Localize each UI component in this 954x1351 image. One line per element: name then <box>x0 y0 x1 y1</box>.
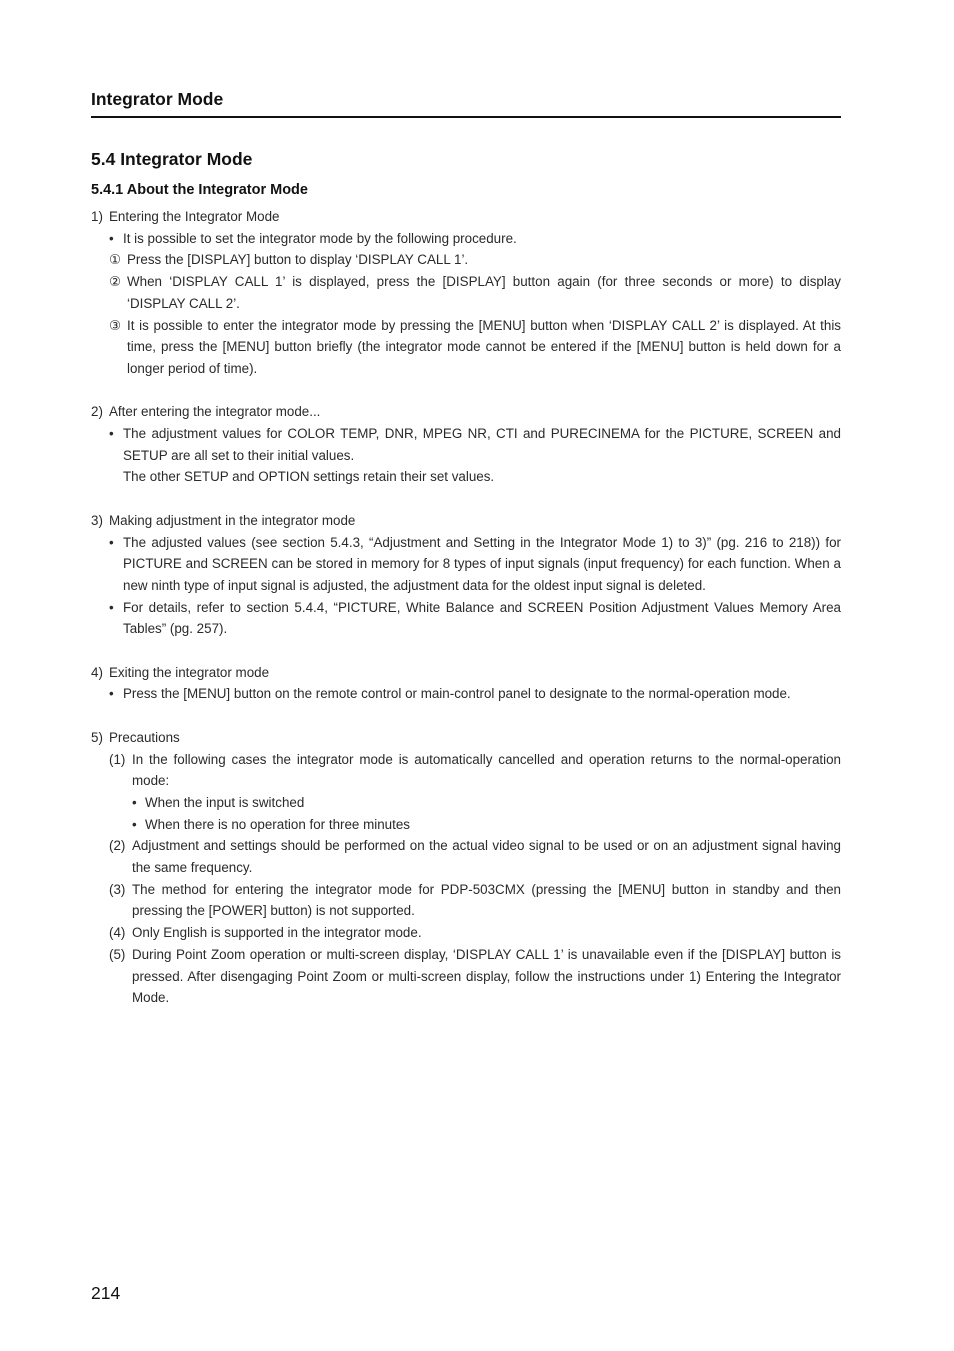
step-mark: ③ <box>109 317 122 333</box>
bullet-text: The adjusted values (see section 5.4.3, “Adjustment and Setting in the Integrator Mode 1) to 3)” (pg. 216 to 218)) for PICTURE and SCREEN can be stored in memory for 8 types of input signals (input frequency) for each function. When a new ninth type of input signal is adjusted, the adjustment data for the oldest input signal is deleted. <box>123 534 841 593</box>
bullet-text-continued: The other SETUP and OPTION settings retain their set values. <box>123 469 495 485</box>
precaution-text: Only English is supported in the integrator mode. <box>132 925 422 941</box>
item-number: 1) <box>91 209 103 224</box>
subsection-title: 5.4.1 About the Integrator Mode <box>91 182 308 198</box>
step-mark: ① <box>109 252 122 268</box>
item-title: Entering the Integrator Mode <box>109 209 280 224</box>
item-title: Making adjustment in the integrator mode <box>109 512 356 528</box>
bullet-mark: • <box>109 599 114 615</box>
item-title: Precautions <box>109 729 180 745</box>
sub-bullet-text: When there is no operation for three minutes <box>145 816 410 832</box>
page-number: 214 <box>91 1283 121 1303</box>
precaution-text: In the following cases the integrator mode is automatically cancelled and operation returns to the normal-operation mode: <box>132 751 841 789</box>
step-mark: ② <box>109 274 122 290</box>
running-header: Integrator Mode <box>91 88 841 118</box>
item-number: 3) <box>91 512 103 528</box>
bullet-text: For details, refer to section 5.4.4, “PICTURE, White Balance and SCREEN Position Adjustment Values Memory Area Tables” (pg. 257). <box>123 599 841 637</box>
bullet-mark: • <box>109 426 114 442</box>
page-content <box>91 88 841 1009</box>
precaution-mark: (5) <box>109 946 126 962</box>
bullet-mark: • <box>109 534 114 550</box>
bullet-text: The adjustment values for COLOR TEMP, DNR, MPEG NR, CTI and PURECINEMA for the PICTURE, SCREEN and SETUP are all set to their initial values. <box>123 426 841 463</box>
item-2 <box>91 401 841 488</box>
step-text: It is possible to enter the integrator mode by pressing the [MENU] button when ‘DISPLAY CALL 2’ is displayed. At this time, press the [MENU] button briefly (the integrator mode cannot be entered if the [MENU] button is held down for a longer period of time). <box>127 317 841 376</box>
section-title: 5.4 Integrator Mode <box>91 149 253 169</box>
bullet-mark: • <box>109 230 114 246</box>
sub-bullet-mark: • <box>132 816 137 832</box>
sub-bullet-text: When the input is switched <box>145 794 305 810</box>
step-text: Press the [DISPLAY] button to display ‘DISPLAY CALL 1’. <box>127 252 469 268</box>
precaution-text: Adjustment and settings should be performed on the actual video signal to be used or on an adjustment signal having the same frequency. <box>132 838 841 876</box>
precaution-text: The method for entering the integrator mode for PDP-503CMX (pressing the [MENU] button in standby and then pressing the [POWER] button) is not supported. <box>132 881 841 919</box>
item-5 <box>91 727 841 1009</box>
item-title: After entering the integrator mode... <box>109 404 321 420</box>
precaution-mark: (3) <box>109 881 126 897</box>
bullet-text: It is possible to set the integrator mode by the following procedure. <box>123 230 517 246</box>
item-4 <box>91 662 841 705</box>
item-number: 4) <box>91 664 103 680</box>
item-number: 2) <box>91 404 103 420</box>
bullet-mark: • <box>109 686 114 702</box>
precaution-mark: (1) <box>109 751 126 767</box>
item-title: Exiting the integrator mode <box>109 664 270 680</box>
precaution-mark: (4) <box>109 925 126 941</box>
item-number: 5) <box>91 729 103 745</box>
precaution-text: During Point Zoom operation or multi-screen display, ‘DISPLAY CALL 1’ is unavailable even if the [DISPLAY] button is pressed. After disengaging Point Zoom or multi-screen display, follow the instructions under 1) Entering the Integrator Mode. <box>132 946 841 1006</box>
item-1 <box>91 206 841 380</box>
step-text: When ‘DISPLAY CALL 1’ is displayed, press the [DISPLAY] button again (for three seconds or more) to display ‘DISPLAY CALL 2’. <box>127 274 841 311</box>
item-3 <box>91 510 841 640</box>
sub-bullet-mark: • <box>132 794 137 810</box>
precaution-mark: (2) <box>109 838 126 854</box>
bullet-text: Press the [MENU] button on the remote control or main-control panel to designate to the normal-operation mode. <box>123 686 791 702</box>
